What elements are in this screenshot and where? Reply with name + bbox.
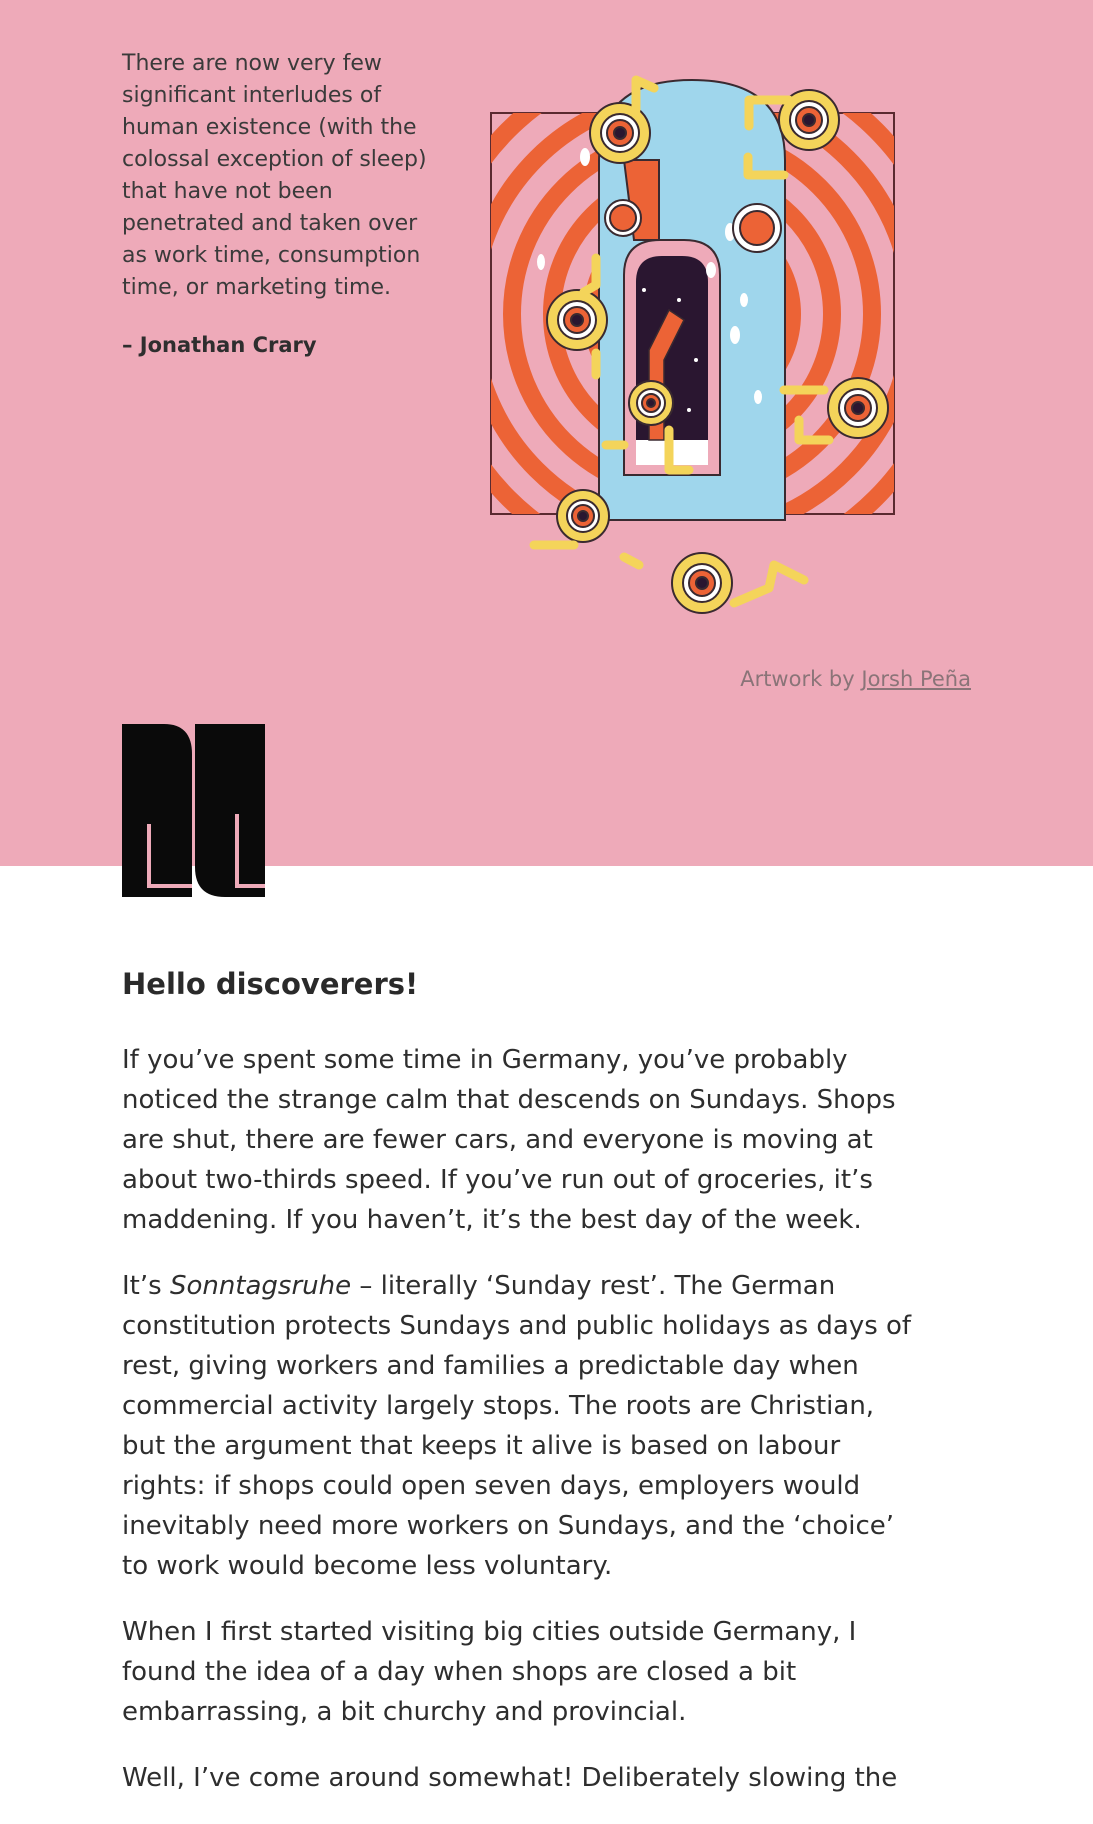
p2-start: It’s [122,1271,170,1301]
greeting-heading: Hello discoverers! [122,967,419,1001]
illustration-artwork [484,60,960,626]
paragraph-2 [122,1266,922,1586]
paragraph-3: When I first started visiting big cities outside Germany, I found the idea of a day when shops are closed a bit embarrassing, a bit churchy and provincial. [122,1617,857,1727]
dc-logo-icon [122,724,265,897]
article-body [122,964,922,1824]
p2-rest: – literally ‘Sunday rest’. The German constitution protects Sundays and public holidays as days of rest, giving workers and families a predictable day when commercial activity largely stops. The roots are Christian, but the argument that keeps it alive is based on labour rights: if shops could open seven days, employers would inevitably need more workers on Sundays, and the ‘choice’ to work would become less voluntary. [122,1271,912,1581]
paragraph-4: Well, I’ve come around somewhat! Deliberately slowing the [122,1763,898,1793]
credit-prefix: Artwork by [740,667,862,691]
quote-author: – Jonathan Crary [122,333,317,357]
epigraph-quote: There are now very few significant interludes of human existence (with the colossal exception of sleep) that have not been penetrated and taken over as work time, consumption time, or marketing time. [122,51,427,300]
p2-italic-term: Sonntagsruhe [169,1271,352,1301]
artwork-credit [740,667,971,691]
paragraph-1: If you’ve spent some time in Germany, you’ve probably noticed the strange calm that descends on Sundays. Shops are shut, there are fewer cars, and everyone is moving at about two-thirds speed. If you’ve run out of groceries, it’s maddening. If you haven’t, it’s the best day of the week. [122,1045,896,1235]
artist-link[interactable]: Jorsh Peña [861,667,971,691]
